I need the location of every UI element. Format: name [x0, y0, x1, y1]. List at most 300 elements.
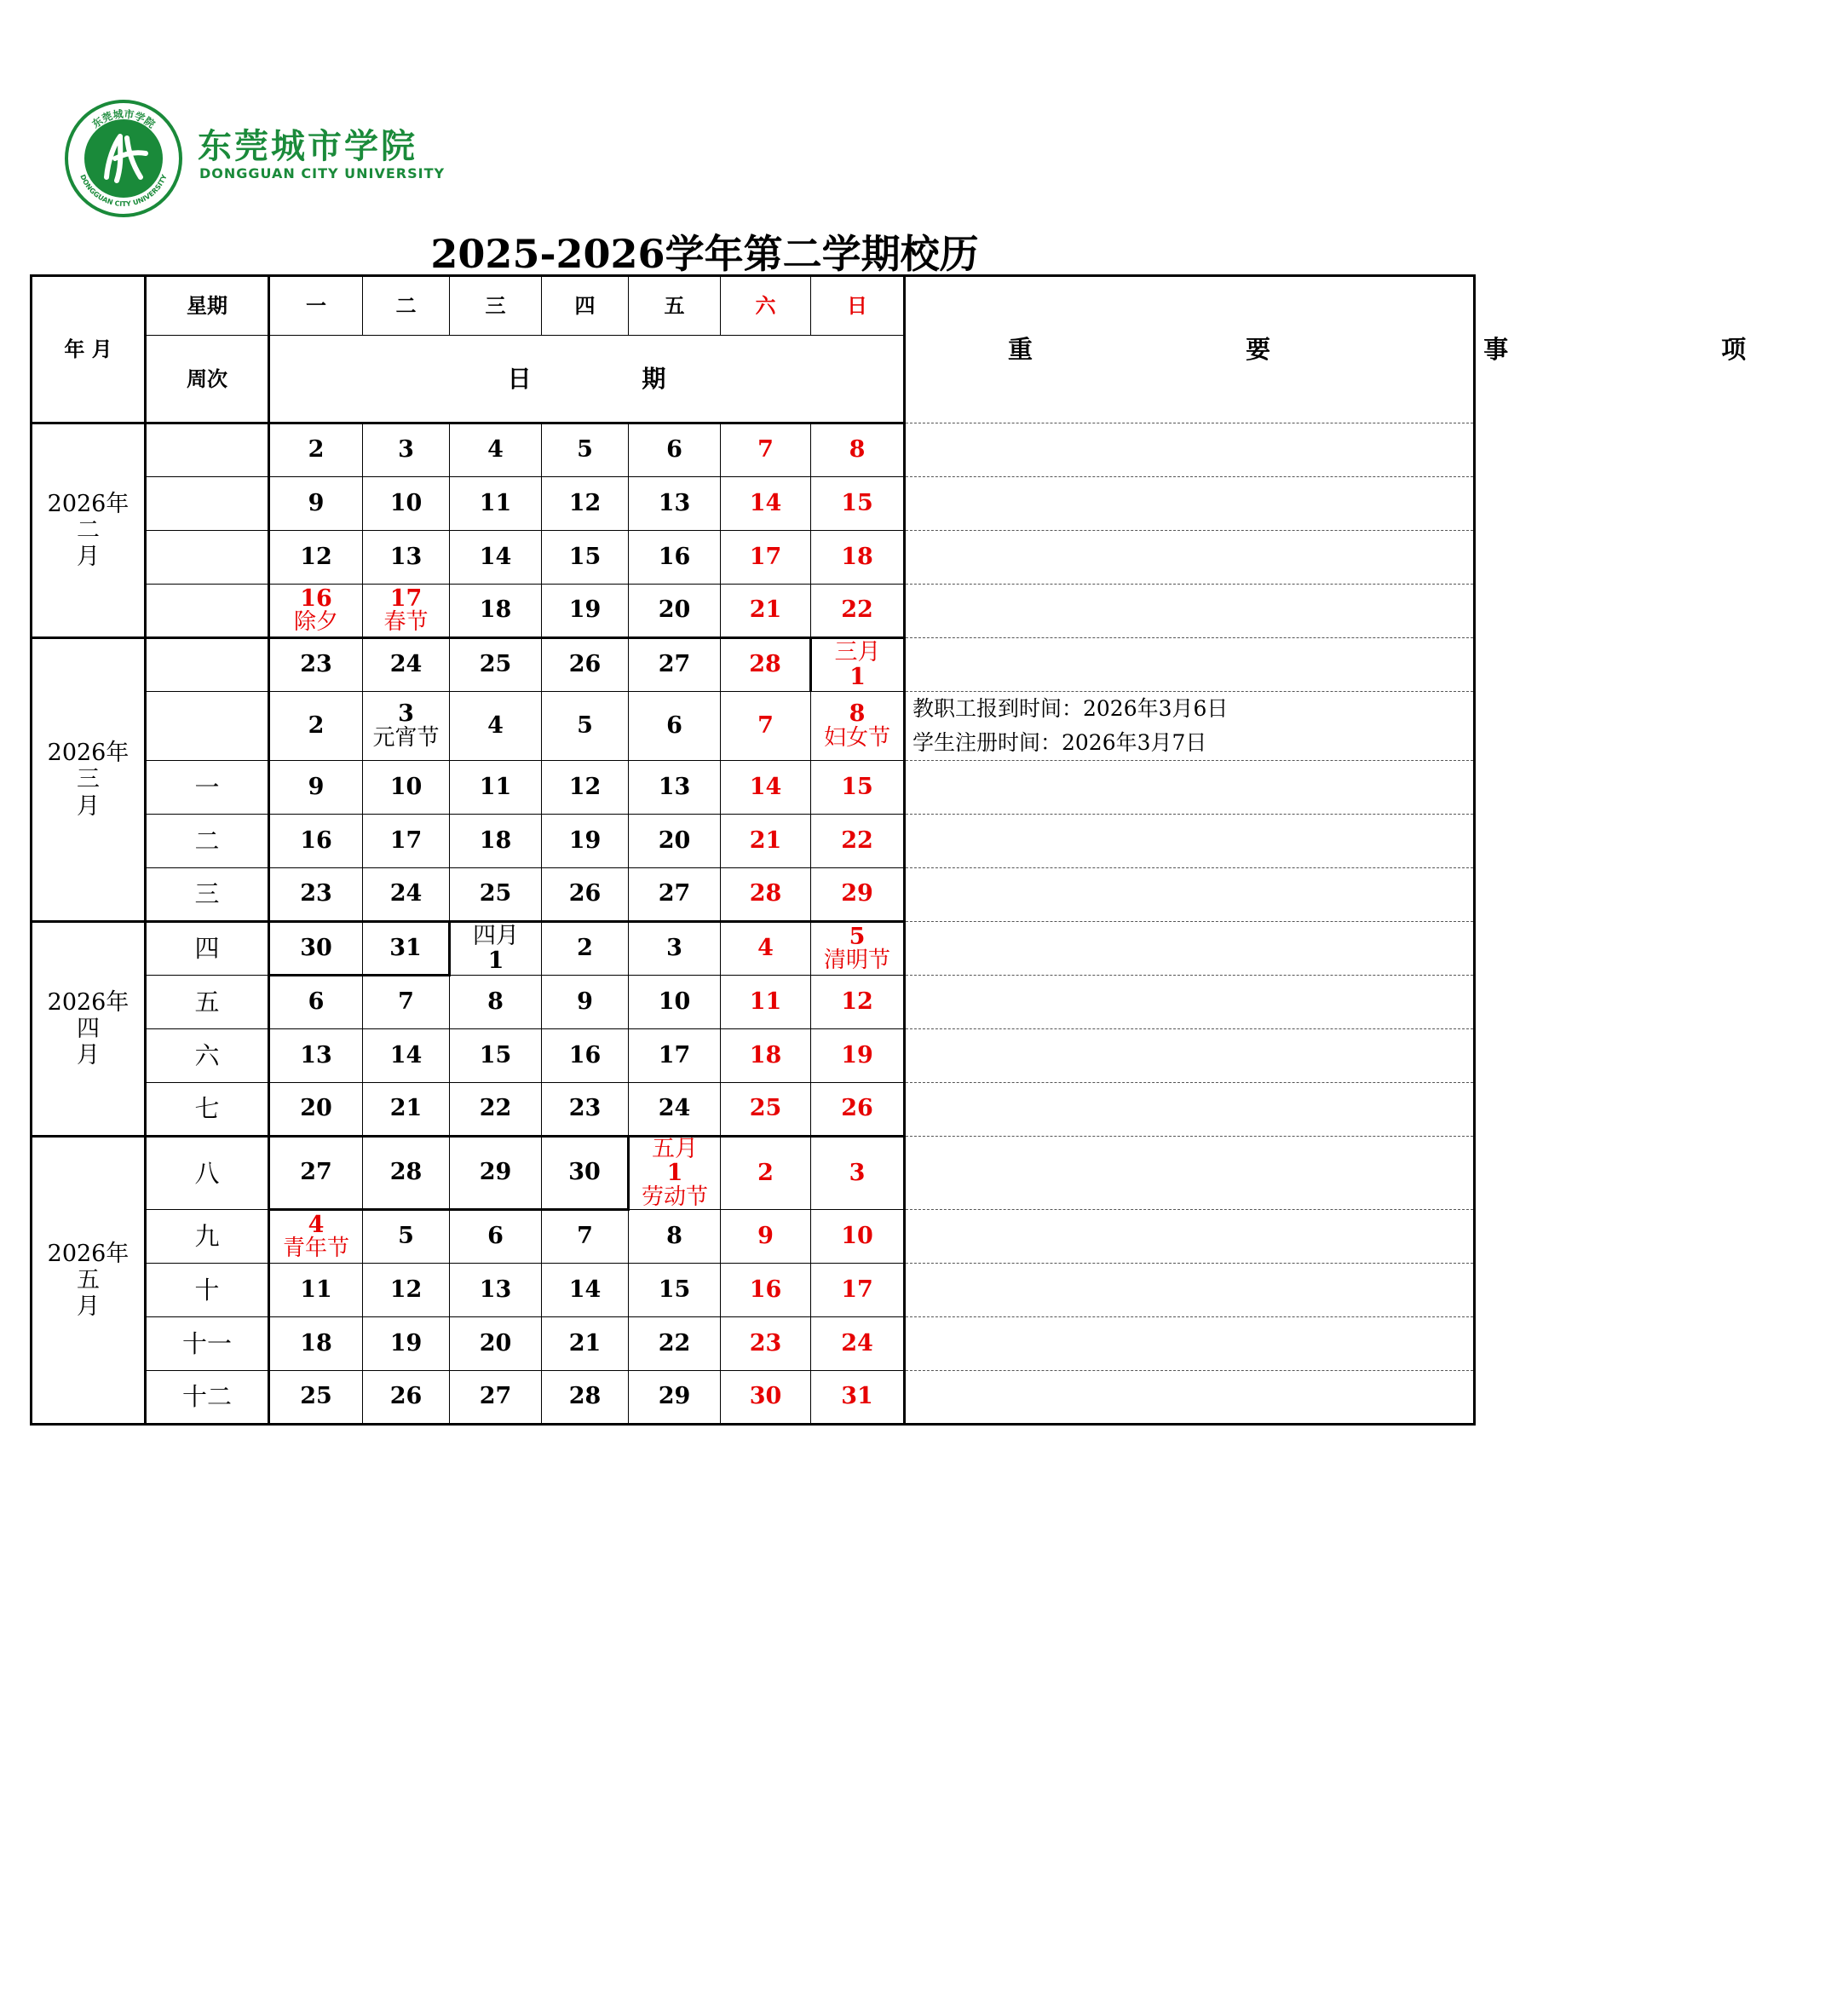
date-line: 2	[308, 436, 325, 464]
date-cell	[721, 761, 811, 815]
date-cell	[629, 761, 721, 815]
week-number: 二	[146, 815, 269, 868]
month-label-line: 五	[77, 1266, 100, 1293]
header-year-month: 年 月	[32, 276, 146, 423]
notes-cell	[905, 692, 1475, 761]
notes-cell	[905, 531, 1475, 585]
date-cell	[721, 1209, 811, 1263]
date-cell	[629, 638, 721, 692]
date-line: 17	[749, 543, 782, 570]
date-cell	[450, 1316, 542, 1370]
date-cell	[721, 692, 811, 761]
date-cell	[542, 423, 629, 477]
date-line: 5	[577, 711, 593, 739]
date-cell	[811, 868, 905, 922]
date-line: 30	[749, 1383, 782, 1410]
date-cell	[450, 1029, 542, 1083]
date-cell	[363, 1263, 450, 1316]
note-line: 教职工报到时间：2026年3月6日	[912, 696, 1229, 721]
date-line: 10	[658, 988, 691, 1015]
date-line: 14	[749, 489, 782, 516]
date-cell	[542, 1316, 629, 1370]
date-line: 4	[757, 935, 774, 962]
date-cell	[450, 638, 542, 692]
date-line: 3	[666, 935, 682, 962]
date-line: 三月	[834, 639, 881, 666]
date-cell	[629, 1370, 721, 1424]
header-weekday: 五	[629, 276, 721, 336]
date-line: 15	[658, 1276, 691, 1303]
date-cell	[721, 423, 811, 477]
date-cell	[363, 692, 450, 761]
date-line: 22	[658, 1329, 691, 1357]
date-cell	[363, 1083, 450, 1137]
month-label-line: 月	[77, 1042, 100, 1069]
date-cell	[450, 423, 542, 477]
date-line: 20	[658, 596, 691, 624]
week-number: 八	[146, 1137, 269, 1210]
date-cell	[542, 1209, 629, 1263]
date-cell	[542, 1137, 629, 1210]
date-line: 7	[577, 1223, 593, 1250]
date-line: 21	[389, 1095, 423, 1122]
date-line: 18	[479, 596, 512, 624]
date-line: 28	[389, 1159, 423, 1186]
date-cell	[721, 976, 811, 1029]
date-line: 11	[300, 1276, 332, 1303]
month-label	[32, 638, 146, 922]
date-cell	[629, 692, 721, 761]
header-weekday-label: 星期	[146, 276, 269, 336]
notes-cell	[905, 1263, 1475, 1316]
academic-calendar-table	[30, 274, 1848, 1426]
date-line: 8	[666, 1222, 682, 1249]
month-label-line: 2026年	[47, 1240, 130, 1267]
date-cell	[811, 922, 905, 976]
week-number: 十二	[146, 1370, 269, 1424]
date-line: 1	[487, 947, 504, 974]
header-weekday: 二	[363, 276, 450, 336]
date-line: 22	[479, 1095, 512, 1122]
date-cell	[542, 922, 629, 976]
date-line: 20	[300, 1095, 332, 1122]
date-cell	[629, 1263, 721, 1316]
date-line: 15	[841, 489, 873, 516]
month-label	[32, 922, 146, 1137]
date-cell	[269, 423, 363, 477]
date-cell	[721, 585, 811, 638]
date-cell	[450, 585, 542, 638]
date-line: 4	[308, 1211, 325, 1238]
date-line: 25	[479, 651, 512, 678]
date-line: 12	[841, 988, 873, 1015]
date-line: 11	[749, 988, 782, 1015]
date-line: 16	[749, 1276, 782, 1303]
date-cell	[450, 1209, 542, 1263]
date-line: 11	[479, 489, 512, 516]
date-cell	[629, 868, 721, 922]
week-number: 十	[146, 1263, 269, 1316]
date-line: 31	[841, 1383, 873, 1410]
date-cell	[811, 1370, 905, 1424]
date-cell	[811, 1137, 905, 1210]
week-number	[146, 585, 269, 638]
svg-text:东莞城市学院: 东莞城市学院	[89, 107, 158, 131]
date-line: 27	[300, 1159, 332, 1186]
month-label-line: 2026年	[47, 740, 130, 767]
header-week-label: 周次	[146, 336, 269, 423]
date-cell	[363, 922, 450, 976]
brand-name-en: DONGGUAN CITY UNIVERSITY	[199, 165, 446, 181]
date-line: 清明节	[823, 948, 890, 974]
date-cell	[542, 477, 629, 531]
date-line: 18	[479, 827, 512, 854]
date-line: 21	[749, 596, 782, 624]
date-cell	[363, 761, 450, 815]
notes-cell	[905, 868, 1475, 922]
date-line: 27	[658, 880, 691, 907]
date-line: 23	[300, 651, 332, 678]
notes-cell	[905, 423, 1475, 477]
date-cell	[629, 585, 721, 638]
date-cell	[542, 868, 629, 922]
date-cell	[269, 1083, 363, 1137]
date-cell	[811, 692, 905, 761]
date-line: 7	[398, 988, 414, 1016]
date-line: 23	[749, 1329, 782, 1357]
notes-cell	[905, 638, 1475, 692]
date-line: 4	[487, 436, 504, 464]
date-cell	[269, 815, 363, 868]
date-cell	[811, 638, 905, 692]
date-cell	[811, 585, 905, 638]
date-cell	[542, 692, 629, 761]
date-line: 17	[841, 1276, 873, 1303]
date-cell	[811, 423, 905, 477]
date-line: 元宵节	[372, 724, 440, 751]
date-cell	[629, 1209, 721, 1263]
date-line: 30	[568, 1159, 601, 1186]
date-line: 23	[300, 880, 332, 907]
date-line: 9	[757, 1222, 774, 1249]
date-cell	[629, 477, 721, 531]
date-cell	[269, 1209, 363, 1263]
date-line: 7	[757, 436, 774, 464]
date-cell	[542, 638, 629, 692]
date-cell	[811, 531, 905, 585]
date-line: 9	[308, 773, 325, 800]
date-line: 14	[568, 1276, 602, 1303]
date-cell	[450, 815, 542, 868]
date-cell	[450, 922, 542, 976]
date-cell	[363, 531, 450, 585]
week-number: 一	[146, 761, 269, 815]
date-line: 8	[487, 988, 504, 1015]
notes-cell	[905, 1029, 1475, 1083]
week-number: 四	[146, 922, 269, 976]
month-label-line: 2026年	[47, 988, 130, 1016]
date-line: 24	[389, 651, 423, 678]
date-line: 21	[749, 827, 782, 854]
date-cell	[721, 815, 811, 868]
date-cell	[721, 638, 811, 692]
date-line: 18	[749, 1041, 782, 1069]
date-line: 26	[568, 651, 602, 678]
date-cell	[721, 1029, 811, 1083]
header-weekday: 三	[450, 276, 542, 336]
date-line: 13	[300, 1041, 332, 1069]
notes-cell	[905, 761, 1475, 815]
date-cell	[629, 976, 721, 1029]
month-label-line: 三	[77, 766, 100, 793]
date-line: 25	[479, 880, 512, 907]
date-cell	[269, 477, 363, 531]
date-cell	[363, 423, 450, 477]
date-cell	[363, 1209, 450, 1263]
date-cell	[269, 638, 363, 692]
date-line: 31	[389, 934, 422, 961]
date-line: 30	[300, 934, 332, 961]
date-line: 13	[389, 543, 423, 570]
date-cell	[450, 761, 542, 815]
header-weekday: 六	[721, 276, 811, 336]
date-line: 13	[658, 489, 691, 516]
notes-cell	[905, 477, 1475, 531]
month-label-line: 四	[77, 1015, 100, 1042]
notes-cell	[905, 1209, 1475, 1263]
week-number: 七	[146, 1083, 269, 1137]
date-cell	[542, 1029, 629, 1083]
date-cell	[811, 1209, 905, 1263]
date-cell	[542, 1263, 629, 1316]
month-label	[32, 423, 146, 638]
date-cell	[269, 761, 363, 815]
date-line: 8	[849, 436, 866, 464]
date-line: 6	[308, 988, 325, 1016]
header-weekday: 四	[542, 276, 629, 336]
date-line: 12	[389, 1276, 423, 1303]
date-cell	[721, 1316, 811, 1370]
date-line: 16	[658, 543, 691, 570]
date-cell	[629, 815, 721, 868]
notes-cell	[905, 815, 1475, 868]
week-number	[146, 638, 269, 692]
date-line: 7	[757, 711, 774, 739]
date-line: 29	[479, 1159, 512, 1186]
date-line: 24	[841, 1329, 873, 1357]
date-cell	[269, 531, 363, 585]
date-line: 6	[487, 1223, 504, 1250]
date-cell	[542, 1083, 629, 1137]
date-line: 14	[479, 543, 512, 570]
date-line: 3	[398, 436, 414, 464]
month-label-line: 月	[77, 544, 100, 571]
date-line: 26	[568, 880, 602, 907]
date-cell	[363, 1137, 450, 1210]
date-line: 24	[658, 1095, 691, 1122]
date-line: 9	[308, 489, 325, 516]
date-line: 青年节	[282, 1236, 349, 1261]
notes-cell	[905, 1137, 1475, 1210]
date-cell	[363, 1370, 450, 1424]
date-cell	[721, 1083, 811, 1137]
date-cell	[811, 976, 905, 1029]
date-line: 13	[479, 1276, 512, 1303]
month-label-line: 2026年	[47, 490, 130, 517]
date-cell	[811, 1029, 905, 1083]
notes-cell	[905, 1083, 1475, 1137]
date-line: 17	[389, 827, 423, 854]
week-number: 九	[146, 1209, 269, 1263]
date-line: 18	[300, 1329, 332, 1357]
date-line: 13	[658, 773, 691, 800]
page-title: 2025-2026学年第二学期校历	[430, 231, 979, 277]
date-line: 19	[841, 1041, 873, 1069]
date-cell	[269, 1263, 363, 1316]
header-weekday: 日	[811, 276, 905, 336]
date-line: 5	[398, 1223, 414, 1250]
date-cell	[363, 976, 450, 1029]
date-cell	[363, 815, 450, 868]
date-line: 24	[389, 880, 423, 907]
week-number	[146, 477, 269, 531]
date-line: 22	[841, 827, 873, 854]
date-line: 22	[841, 596, 873, 624]
date-line: 28	[749, 651, 781, 678]
date-line: 19	[568, 596, 602, 624]
date-cell	[450, 1083, 542, 1137]
date-cell	[450, 531, 542, 585]
week-number: 六	[146, 1029, 269, 1083]
date-cell	[363, 1316, 450, 1370]
date-line: 6	[666, 711, 682, 739]
date-cell	[629, 531, 721, 585]
date-cell	[450, 477, 542, 531]
date-line: 2	[308, 711, 325, 739]
date-line: 5	[849, 923, 866, 950]
date-line: 29	[658, 1383, 691, 1410]
date-cell	[721, 531, 811, 585]
header-notes: 重 要 事 项	[905, 276, 1475, 423]
date-line: 1	[849, 663, 866, 690]
brand-name-cn: 东莞城市学院	[198, 127, 417, 166]
date-cell	[450, 692, 542, 761]
date-line: 25	[749, 1095, 782, 1122]
date-line: 23	[568, 1095, 602, 1122]
date-cell	[721, 922, 811, 976]
date-cell	[450, 976, 542, 1029]
date-line: 26	[389, 1383, 423, 1410]
date-line: 14	[389, 1041, 423, 1069]
date-line: 除夕	[293, 609, 338, 636]
date-cell	[721, 477, 811, 531]
notes-cell	[905, 1370, 1475, 1424]
date-cell	[269, 692, 363, 761]
date-line: 29	[841, 880, 873, 907]
date-cell	[450, 1370, 542, 1424]
date-line: 妇女节	[823, 724, 890, 751]
date-line: 21	[568, 1329, 602, 1357]
notes-cell	[905, 922, 1475, 976]
date-line: 18	[841, 543, 873, 570]
notes-cell	[905, 1316, 1475, 1370]
date-line: 劳动节	[641, 1184, 708, 1210]
date-line: 27	[658, 651, 691, 678]
date-cell	[721, 868, 811, 922]
date-cell	[363, 1029, 450, 1083]
date-line: 12	[568, 489, 602, 516]
date-cell	[721, 1263, 811, 1316]
date-line: 19	[568, 827, 602, 854]
week-number: 十一	[146, 1316, 269, 1370]
date-cell	[450, 1137, 542, 1210]
date-cell	[450, 868, 542, 922]
date-cell	[542, 585, 629, 638]
header-date-label: 日 期	[269, 336, 905, 423]
week-number	[146, 531, 269, 585]
date-line: 26	[841, 1095, 873, 1122]
date-cell	[811, 1263, 905, 1316]
date-cell	[269, 1316, 363, 1370]
date-cell	[629, 1137, 721, 1210]
date-cell	[363, 868, 450, 922]
date-line: 9	[577, 988, 593, 1015]
date-line: 五月	[652, 1136, 698, 1162]
note-line: 学生注册时间：2026年3月7日	[912, 730, 1207, 755]
month-label-line: 二	[77, 516, 100, 544]
date-cell	[811, 761, 905, 815]
date-line: 28	[568, 1383, 602, 1410]
date-line: 10	[389, 489, 423, 516]
date-line: 5	[577, 436, 593, 464]
date-cell	[269, 1137, 363, 1210]
date-cell	[629, 423, 721, 477]
date-line: 8	[849, 700, 866, 728]
week-number	[146, 423, 269, 477]
date-line: 春节	[383, 609, 429, 636]
date-line: 12	[568, 773, 602, 800]
date-cell	[629, 1316, 721, 1370]
date-cell	[542, 976, 629, 1029]
date-line: 25	[300, 1383, 332, 1410]
date-cell	[542, 1370, 629, 1424]
date-line: 15	[841, 773, 873, 800]
date-line: 16	[300, 585, 332, 612]
date-cell	[269, 868, 363, 922]
date-cell	[542, 531, 629, 585]
date-line: 15	[568, 543, 602, 570]
week-number: 五	[146, 976, 269, 1029]
date-line: 19	[389, 1329, 423, 1357]
date-cell	[811, 1083, 905, 1137]
date-line: 3	[849, 1159, 866, 1186]
date-cell	[450, 1263, 542, 1316]
date-line: 4	[487, 711, 504, 739]
date-cell	[269, 585, 363, 638]
date-cell	[629, 1029, 721, 1083]
date-cell	[811, 815, 905, 868]
header-weekday: 一	[269, 276, 363, 336]
date-line: 6	[666, 436, 682, 464]
date-line: 17	[389, 585, 423, 612]
month-label-line: 月	[77, 1293, 100, 1321]
date-line: 10	[841, 1222, 873, 1249]
month-label-line: 月	[77, 792, 100, 820]
date-cell	[721, 1370, 811, 1424]
date-cell	[721, 1137, 811, 1210]
date-line: 16	[300, 827, 332, 854]
date-cell	[811, 1316, 905, 1370]
